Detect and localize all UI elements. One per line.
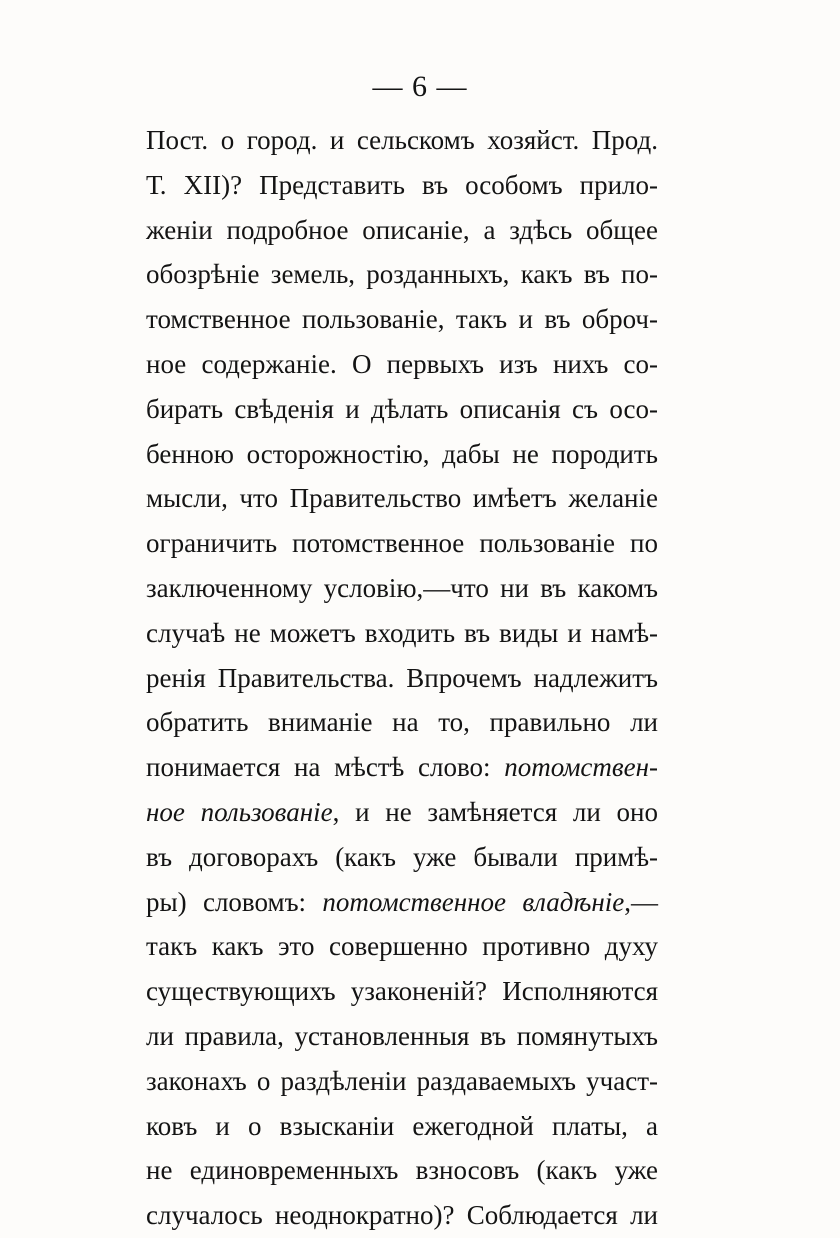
- text-line: ли правила, установленныя въ помянутыхъ: [146, 1020, 658, 1051]
- text-line: бирать свѣденія и дѣлать описанія съ осо-: [146, 393, 658, 424]
- text-segment: ры) словомъ:: [146, 886, 323, 917]
- text-line: такъ какъ это совершенно противно духу: [146, 931, 658, 962]
- text-line: ковъ и о взысканіи ежегодной платы, а: [146, 1110, 658, 1141]
- italic-term: ное пользованіе: [146, 796, 333, 827]
- text-line: случалось неоднократно)? Соблюдается ли: [146, 1200, 658, 1231]
- text-line: существующихъ узаконеній? Исполняются: [146, 976, 658, 1007]
- text-line: Пост. о город. и сельскомъ хозяйст. Прод.: [146, 125, 658, 155]
- text-line: обратить вниманіе на то, правильно ли: [146, 707, 658, 738]
- text-line: [146, 790, 658, 835]
- text-segment: ,—: [624, 886, 658, 917]
- text-line: ное содержаніе. О первыхъ изъ нихъ со-: [146, 348, 658, 379]
- text-line: законахъ о раздѣленіи раздаваемыхъ участ-: [146, 1065, 658, 1096]
- page-number: — 6 —: [372, 70, 468, 103]
- text-line: заключенному условію,—что ни въ какомъ: [146, 572, 658, 603]
- text-line: не единовременныхъ взносовъ (какъ уже: [146, 1155, 658, 1186]
- text-line: Т. XII)? Представить въ особомъ прило-: [146, 169, 658, 200]
- body-text: [146, 118, 658, 1238]
- text-line: случаѣ не можетъ входить въ виды и намѣ-: [146, 617, 658, 648]
- text-line: томственное пользованіе, такъ и въ оброч-: [146, 304, 658, 335]
- text-line: женіи подробное описаніе, а здѣсь общее: [146, 214, 658, 245]
- text-segment: , и не замѣняется ли оно: [332, 796, 658, 827]
- text-segment: понимается на мѣстѣ слово:: [146, 752, 505, 783]
- text-line: ренія Правительства. Впрочемъ надлежитъ: [146, 662, 658, 693]
- text-line: бенною осторожностію, дабы не породить: [146, 438, 658, 469]
- italic-term: потомственное владѣніе: [322, 886, 625, 917]
- text-line: обозрѣніе земель, розданныхъ, какъ въ по-: [146, 259, 658, 290]
- text-line: [146, 745, 658, 790]
- text-line: мысли, что Правительство имѣетъ желаніе: [146, 483, 658, 514]
- italic-term: потомствен-: [504, 752, 658, 783]
- text-line: [146, 880, 658, 925]
- text-line: въ договорахъ (какъ уже бывали примѣ-: [146, 841, 658, 872]
- text-line: ограничить потомственное пользованіе по: [146, 528, 658, 559]
